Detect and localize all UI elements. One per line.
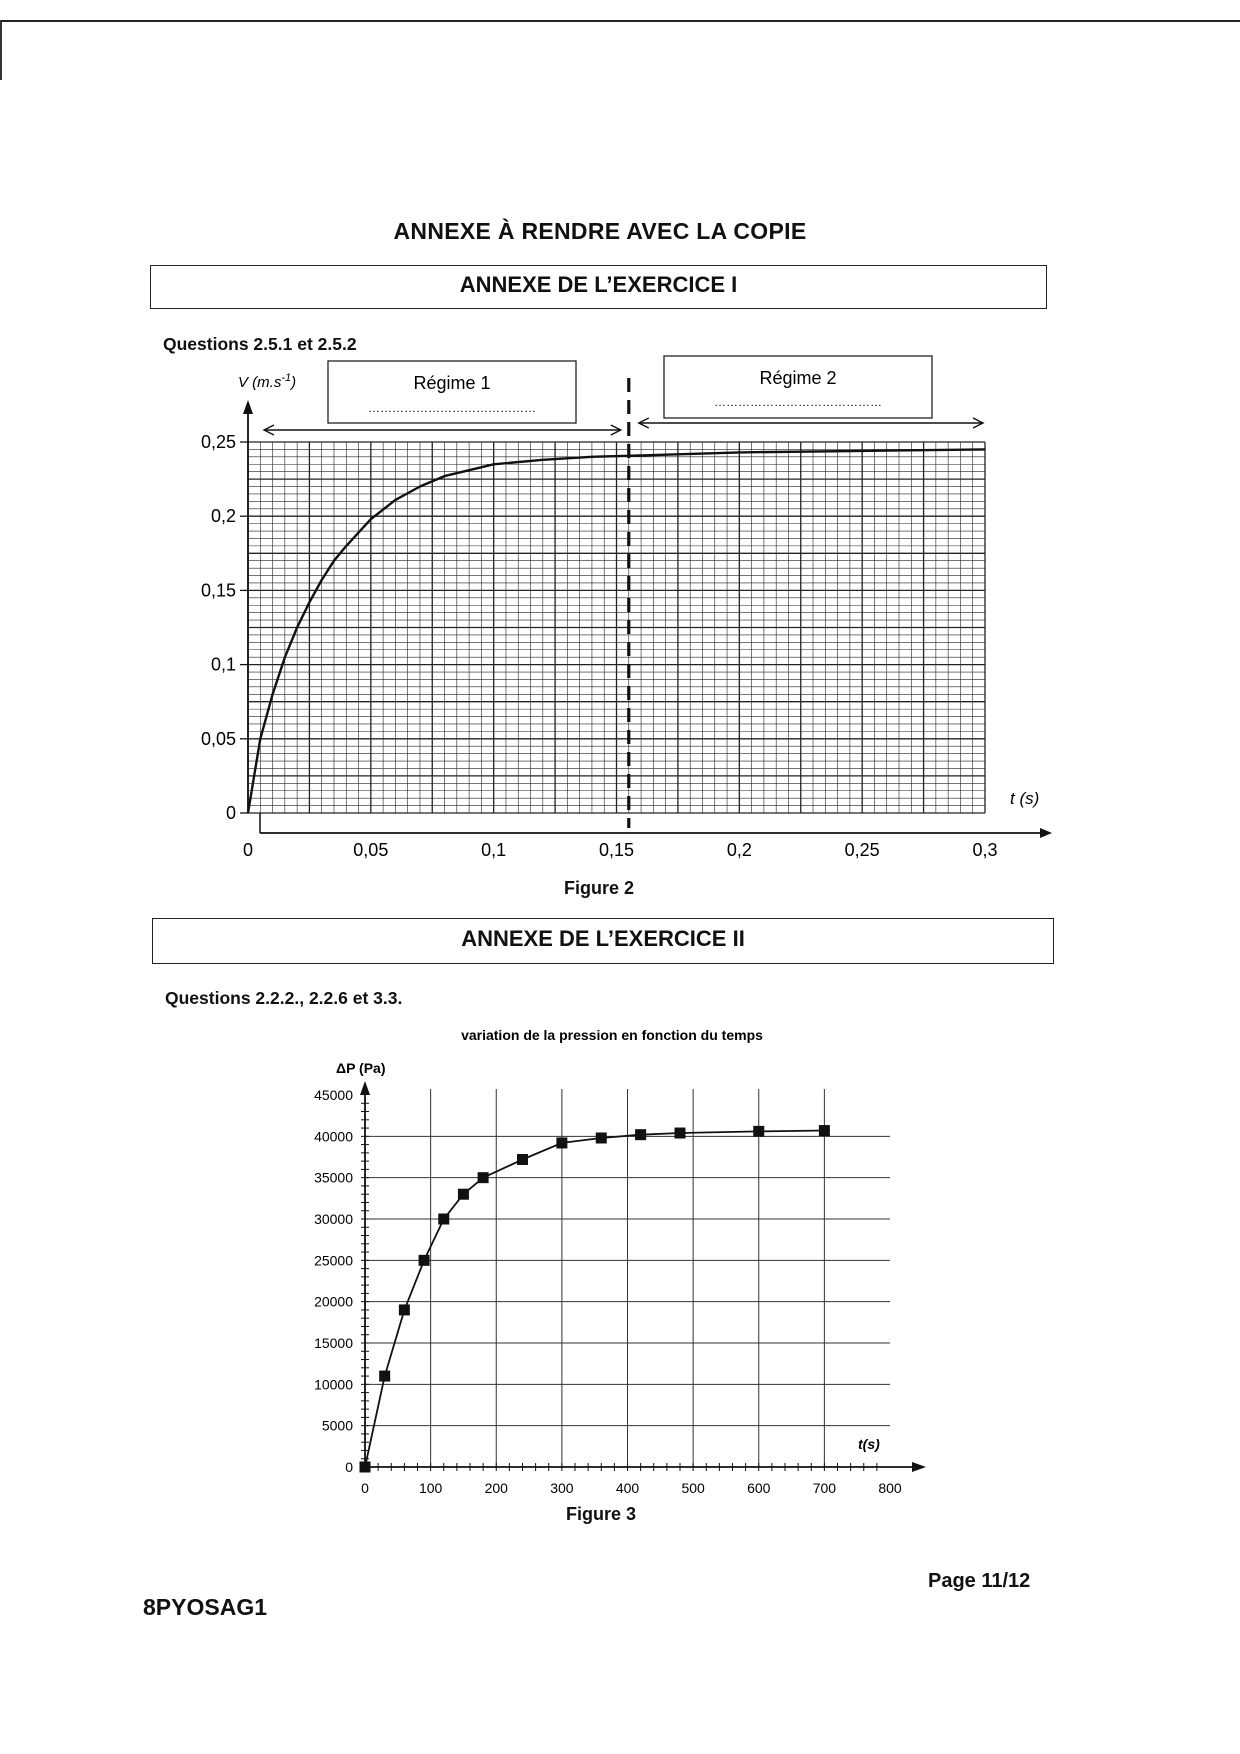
scan-edge-corner xyxy=(0,20,2,80)
y-axis-arrow xyxy=(360,1081,370,1095)
data-point xyxy=(517,1154,528,1165)
regime1-blank: …………………………………… xyxy=(368,401,536,415)
data-point xyxy=(360,1462,371,1473)
y-tick-label: 30000 xyxy=(314,1211,353,1227)
data-point xyxy=(399,1304,410,1315)
figure3-chart xyxy=(0,1020,1240,1500)
y-tick-label: 0,15 xyxy=(200,580,236,601)
x-tick-label: 0,1 xyxy=(481,840,507,860)
page-title: ANNEXE À RENDRE AVEC LA COPIE xyxy=(393,218,807,244)
y-tick-label: 0 xyxy=(345,1459,353,1475)
x-tick-label: 0,25 xyxy=(844,840,880,860)
x-tick-label: 0,2 xyxy=(726,840,752,860)
x-tick-label: 0,3 xyxy=(972,840,998,860)
x-axis-label: t(s) xyxy=(858,1436,880,1452)
footer-code: 8PYOSAG1 xyxy=(143,1594,267,1620)
scan-edge-line xyxy=(0,20,1240,22)
regime2-blank: …………………………………… xyxy=(714,395,882,409)
x-tick-label: 400 xyxy=(615,1480,640,1496)
figure2-chart xyxy=(0,340,1240,860)
exercise1-questions: Questions 2.5.1 et 2.5.2 xyxy=(163,334,357,354)
y-tick-label: 15000 xyxy=(314,1335,353,1351)
y-tick-label: 5000 xyxy=(321,1417,353,1434)
data-point xyxy=(379,1371,390,1382)
x-tick-label: 300 xyxy=(550,1480,574,1496)
data-point xyxy=(478,1172,489,1183)
exercise1-header: ANNEXE DE L’EXERCICE I xyxy=(150,265,1047,309)
data-point xyxy=(419,1255,430,1266)
y-tick-label: 35000 xyxy=(314,1169,353,1186)
data-point xyxy=(458,1189,469,1200)
x-tick-label: 0,05 xyxy=(353,840,389,860)
y-tick-label: 10000 xyxy=(314,1376,353,1393)
exercise2-questions: Questions 2.2.2., 2.2.6 et 3.3. xyxy=(165,988,403,1008)
data-point xyxy=(675,1128,686,1139)
x-tick-label: 100 xyxy=(418,1480,443,1496)
y-tick-label: 25000 xyxy=(314,1252,353,1269)
y-axis-label: V $(m.s^{-1})$ xyxy=(238,372,297,391)
x-axis-arrow xyxy=(912,1462,926,1472)
x-tick-label: 0 xyxy=(242,840,254,860)
figure3-caption: Figure 3 xyxy=(566,1504,637,1524)
x-tick-label: 600 xyxy=(747,1480,771,1496)
y-tick-label: 0,1 xyxy=(210,654,236,675)
footer-page-number: Page 11/12 xyxy=(928,1570,1031,1592)
exercise2-header: ANNEXE DE L’EXERCICE II xyxy=(152,918,1054,964)
y-tick-label: 20000 xyxy=(314,1293,353,1310)
y-tick-label: 40000 xyxy=(314,1128,353,1145)
chart-title: variation de la pression en fonction du temps xyxy=(461,1027,763,1043)
data-point xyxy=(596,1132,607,1143)
y-tick-label: 0 xyxy=(225,803,236,823)
y-tick-label: 45000 xyxy=(314,1087,353,1103)
y-tick-label: 0,2 xyxy=(210,506,236,527)
x-tick-label: 0 xyxy=(361,1480,369,1496)
data-point xyxy=(753,1126,764,1137)
x-tick-label: 700 xyxy=(812,1480,837,1496)
regime2-label: Régime 2 xyxy=(759,368,837,388)
y-tick-label: 0,05 xyxy=(200,728,236,749)
data-point xyxy=(438,1214,449,1225)
x-tick-label: 0,15 xyxy=(598,840,635,860)
x-tick-label: 800 xyxy=(878,1480,902,1496)
data-point xyxy=(635,1129,646,1140)
y-tick-label: 0,25 xyxy=(200,432,236,452)
data-point xyxy=(556,1137,567,1148)
y-axis-label: ΔP (Pa) xyxy=(336,1060,386,1076)
x-tick-label: 500 xyxy=(681,1480,705,1496)
x-tick-label: 200 xyxy=(484,1480,508,1496)
data-point xyxy=(819,1125,830,1136)
x-axis-label: t (s) xyxy=(1010,789,1040,808)
x-axis-arrow xyxy=(1040,828,1052,838)
pressure-curve xyxy=(365,1131,824,1468)
figure2-caption: Figure 2 xyxy=(564,878,635,898)
regime1-label: Régime 1 xyxy=(413,373,491,393)
y-axis-arrow xyxy=(243,400,253,414)
